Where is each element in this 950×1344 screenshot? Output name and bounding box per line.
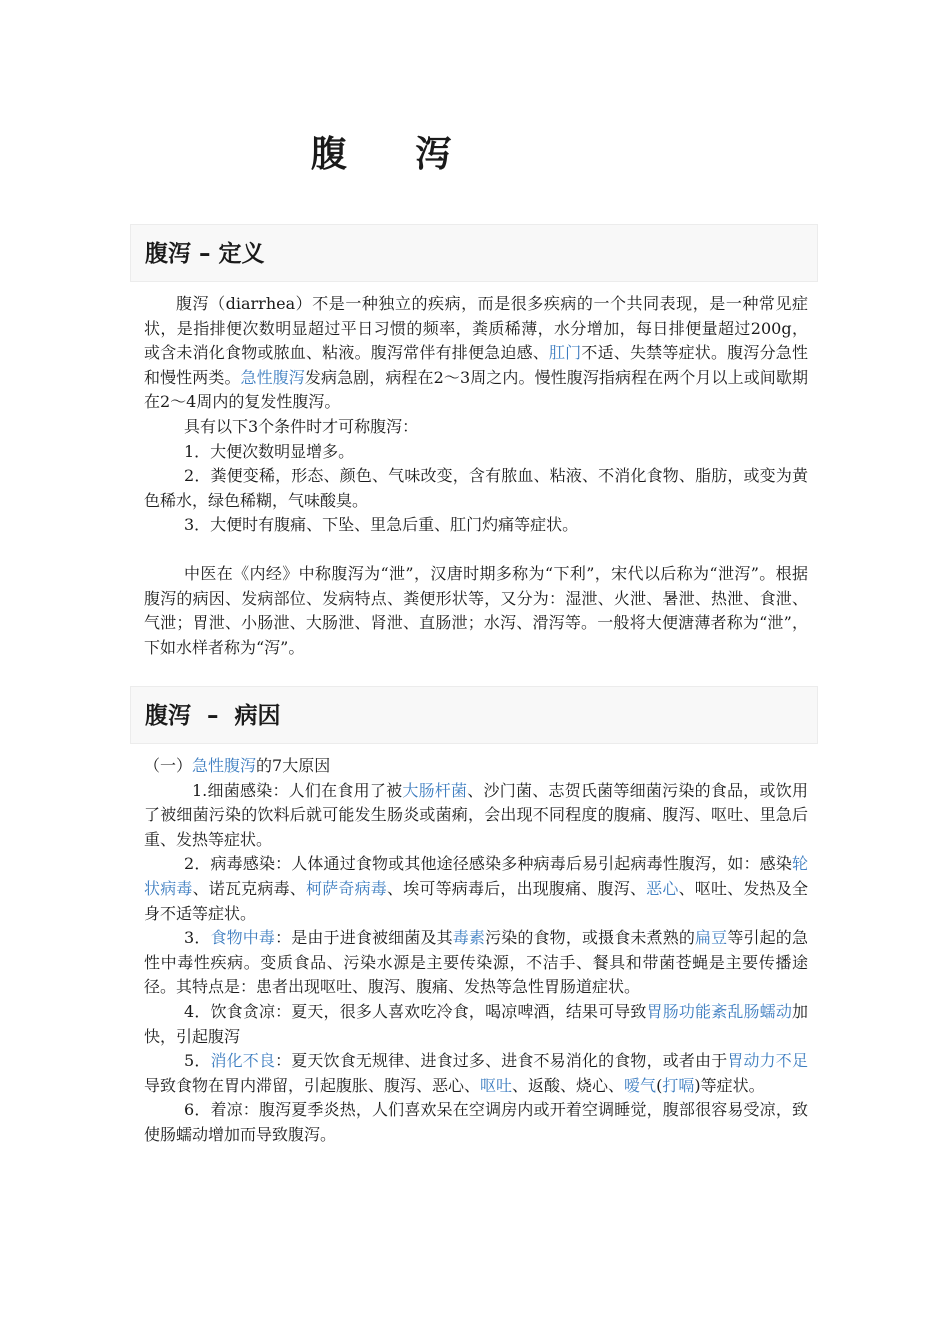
condition-item: 2．粪便变稀，形态、颜色、气味改变，含有脓血、粘液、不消化食物、脂肪，或变为黄色稀水，绿色稀糊，气味酸臭。 [144, 466, 808, 510]
causes-body [144, 754, 808, 1148]
gi-disorder-link[interactable]: 胃肠功能紊乱 [646, 1001, 744, 1021]
condition-item: 3．大便时有腹痛、下坠、里急后重、肛门灼痛等症状。 [184, 515, 579, 535]
peristalsis-link[interactable]: 肠蠕动 [743, 1001, 792, 1021]
food-poisoning-link[interactable]: 食物中毒 [210, 928, 276, 948]
rotavirus-link[interactable]: 轮状病毒 [144, 854, 808, 898]
cause-indigestion: 5．消化不良：夏天饮食无规律、进食过多、进食不易消化的食物，或者由于胃动力不足导致食物在胃内滞留，引起腹胀、腹泻、恶心、呕吐、返酸、烧心、嗳气(打嗝)等症状。 [144, 1051, 808, 1095]
nausea-link[interactable]: 恶心 [646, 878, 679, 898]
acute-diarrhea-link[interactable]: 急性腹泻 [240, 367, 305, 387]
definition-body [144, 292, 808, 660]
cause-catching-cold: 6．着凉：腹泻夏季炎热，人们喜欢呆在空调房内或开着空调睡觉，腹部很容易受凉，致使肠蠕动增加而导致腹泻。 [144, 1100, 808, 1144]
indigestion-link[interactable]: 消化不良 [210, 1051, 276, 1071]
section-header-definition [130, 224, 818, 282]
belching-link[interactable]: 嗳气 [624, 1075, 657, 1095]
section-title-definition: 腹泻 – 定义 [145, 241, 265, 267]
section-title-causes: 腹泻 – 病因 [145, 703, 281, 729]
e-coli-link[interactable]: 大肠杆菌 [402, 780, 468, 800]
acute-diarrhea-link[interactable]: 急性腹泻 [192, 756, 257, 775]
condition-item: 1．大便次数明显增多。 [184, 441, 355, 461]
conditions-intro: 具有以下3个条件时才可称腹泻： [184, 416, 419, 436]
anus-link[interactable]: 肛门 [548, 343, 582, 363]
hiccup-link[interactable]: 打嗝 [662, 1075, 695, 1095]
causes-intro: （一）急性腹泻的7大原因 [144, 756, 331, 775]
definition-paragraph: 腹泻（diarrhea）不是一种独立的疾病，而是很多疾病的一个共同表现，是一种常见症状，是指排便次数明显超过平日习惯的频率，粪质稀薄，水分增加，每日排便量超过200g，或含未消化食物或脓血、粘液。腹泻常伴有排便急迫感、肛门不适、失禁等症状。腹泻分急性和慢性两类。急性腹泻发病急剧，病程在2～3周之内。慢性腹泻指病程在两个月以上或间歇期在2～4周内的复发性腹泻。 [144, 294, 808, 412]
cause-viral: 2．病毒感染：人体通过食物或其他途径感染多种病毒后易引起病毒性腹泻，如：感染轮状病毒、诺瓦克病毒、柯萨奇病毒、埃可等病毒后，出现腹痛、腹泻、恶心、呕吐、发热及全身不适等症状。 [144, 854, 808, 923]
cause-cold-food: 4．饮食贪凉：夏天，很多人喜欢吃冷食，喝凉啤酒，结果可导致胃肠功能紊乱肠蠕动加快，引起腹泻 [144, 1001, 808, 1046]
toxin-link[interactable]: 毒素 [452, 928, 486, 948]
bean-link[interactable]: 扁豆 [695, 928, 728, 948]
coxsackie-link[interactable]: 柯萨奇病毒 [305, 878, 387, 898]
section-header-causes [130, 686, 818, 744]
cause-food-poisoning: 3．食物中毒：是由于进食被细菌及其毒素污染的食物，或摄食未煮熟的扁豆等引起的急性中毒性疾病。变质食品、污染水源是主要传染源，不洁手、餐具和带菌苍蝇是主要传播途径。其特点是：患者出现呕吐、腹泻、腹痛、发热等急性胃肠道症状。 [144, 928, 808, 997]
tcm-paragraph: 中医在《内经》中称腹泻为“泄”，汉唐时期多称为“下利”，宋代以后称为“泄泻”。根据腹泻的病因、发病部位、发病特点、粪便形状等，又分为：湿泄、火泄、暑泄、热泄、食泄、气泄；胃泄、小肠泄、大肠泄、肾泄、直肠泄；水泻、滑泻等。一般将大便溏薄者称为“泄”，下如水样者称为“泻”。 [144, 563, 808, 657]
gastric-motility-link[interactable]: 胃动力不足 [727, 1051, 808, 1071]
cause-bacterial: 1.细菌感染：人们在食用了被大肠杆菌、沙门菌、志贺氏菌等细菌污染的食品，或饮用了被细菌污染的饮料后就可能发生肠炎或菌痢，会出现不同程度的腹痛、腹泻、呕吐、里急后重、发热等症状。 [144, 780, 808, 849]
vomiting-link[interactable]: 呕吐 [480, 1075, 513, 1095]
page-title: 腹 泻 [310, 134, 480, 175]
